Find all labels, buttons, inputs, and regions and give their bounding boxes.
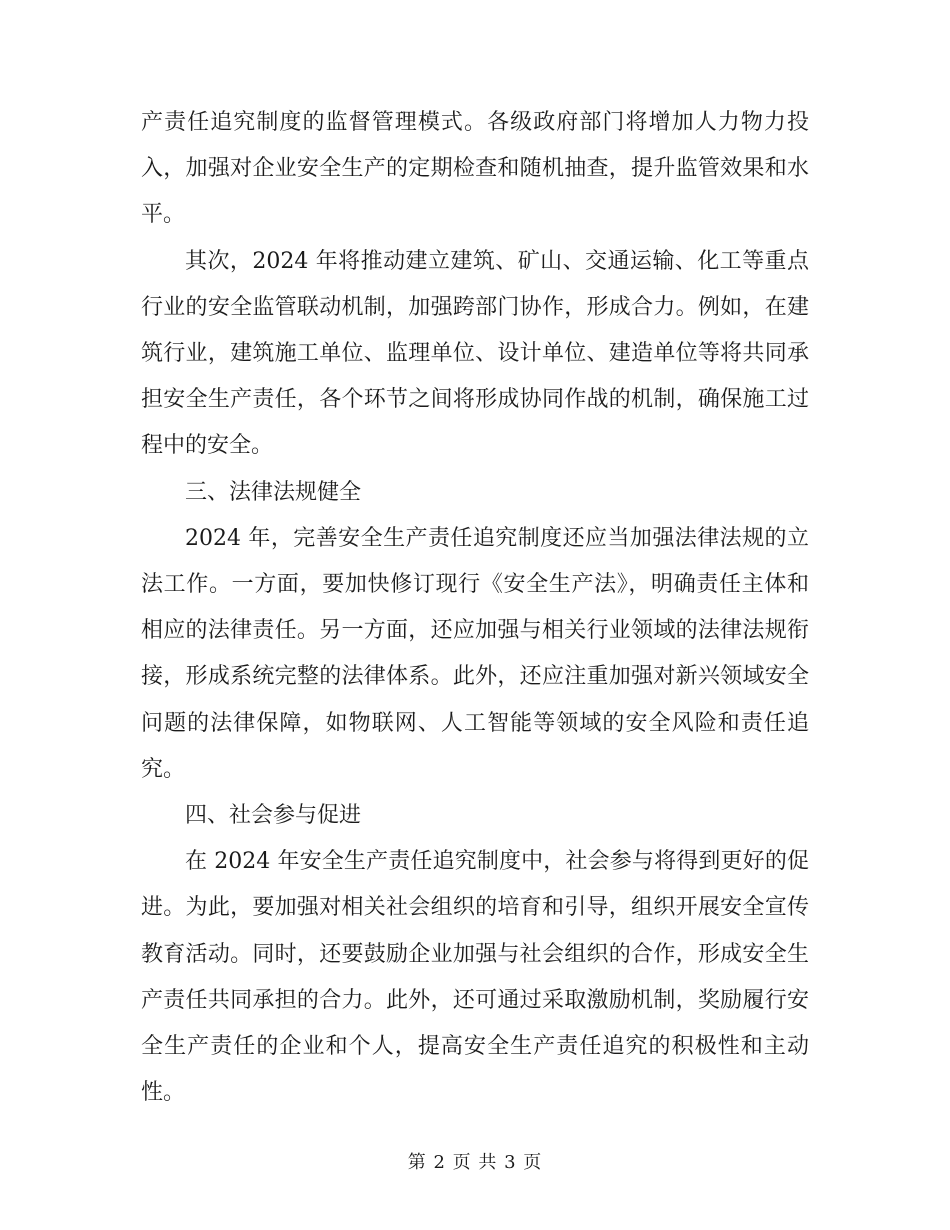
section-heading: 四、社会参与促进	[185, 803, 362, 829]
section-heading: 三、法律法规健全	[185, 479, 362, 505]
document-body	[141, 100, 809, 1116]
paragraph-body: 其次，2024 年将推动建立建筑、矿山、交通运输、化工等重点行业的安全监管联动机制，加强跨部门协作，形成合力。例如，在建筑行业，建筑施工单位、监理单位、设计单位、建造单位等将共同承担安全生产责任，各个环节之间将形成协同作战的机制，确保施工过程中的安全。	[141, 248, 809, 459]
page-number-footer: 第 2 页 共 3 页	[407, 1152, 543, 1173]
paragraph-continuation: 产责任追究制度的监督管理模式。各级政府部门将增加人力物力投入，加强对企业安全生产的定期检查和随机抽查，提升监管效果和水平。	[141, 110, 809, 228]
paragraph-body: 在 2024 年安全生产责任追究制度中，社会参与将得到更好的促进。为此，要加强对相关社会组织的培育和引导，组织开展安全宣传教育活动。同时，还要鼓励企业加强与社会组织的合作，形成安全生产责任共同承担的合力。此外，还可通过采取激励机制，奖励履行安全生产责任的企业和个人，提高安全生产责任追究的积极性和主动性。	[141, 849, 809, 1106]
paragraph-body: 2024 年，完善安全生产责任追究制度还应当加强法律法规的立法工作。一方面，要加快修订现行《安全生产法》，明确责任主体和相应的法律责任。另一方面，还应加强与相关行业领域的法律法规衔接，形成系统完整的法律体系。此外，还应注重加强对新兴领域安全问题的法律保障，如物联网、人工智能等领域的安全风险和责任追究。	[141, 525, 809, 782]
